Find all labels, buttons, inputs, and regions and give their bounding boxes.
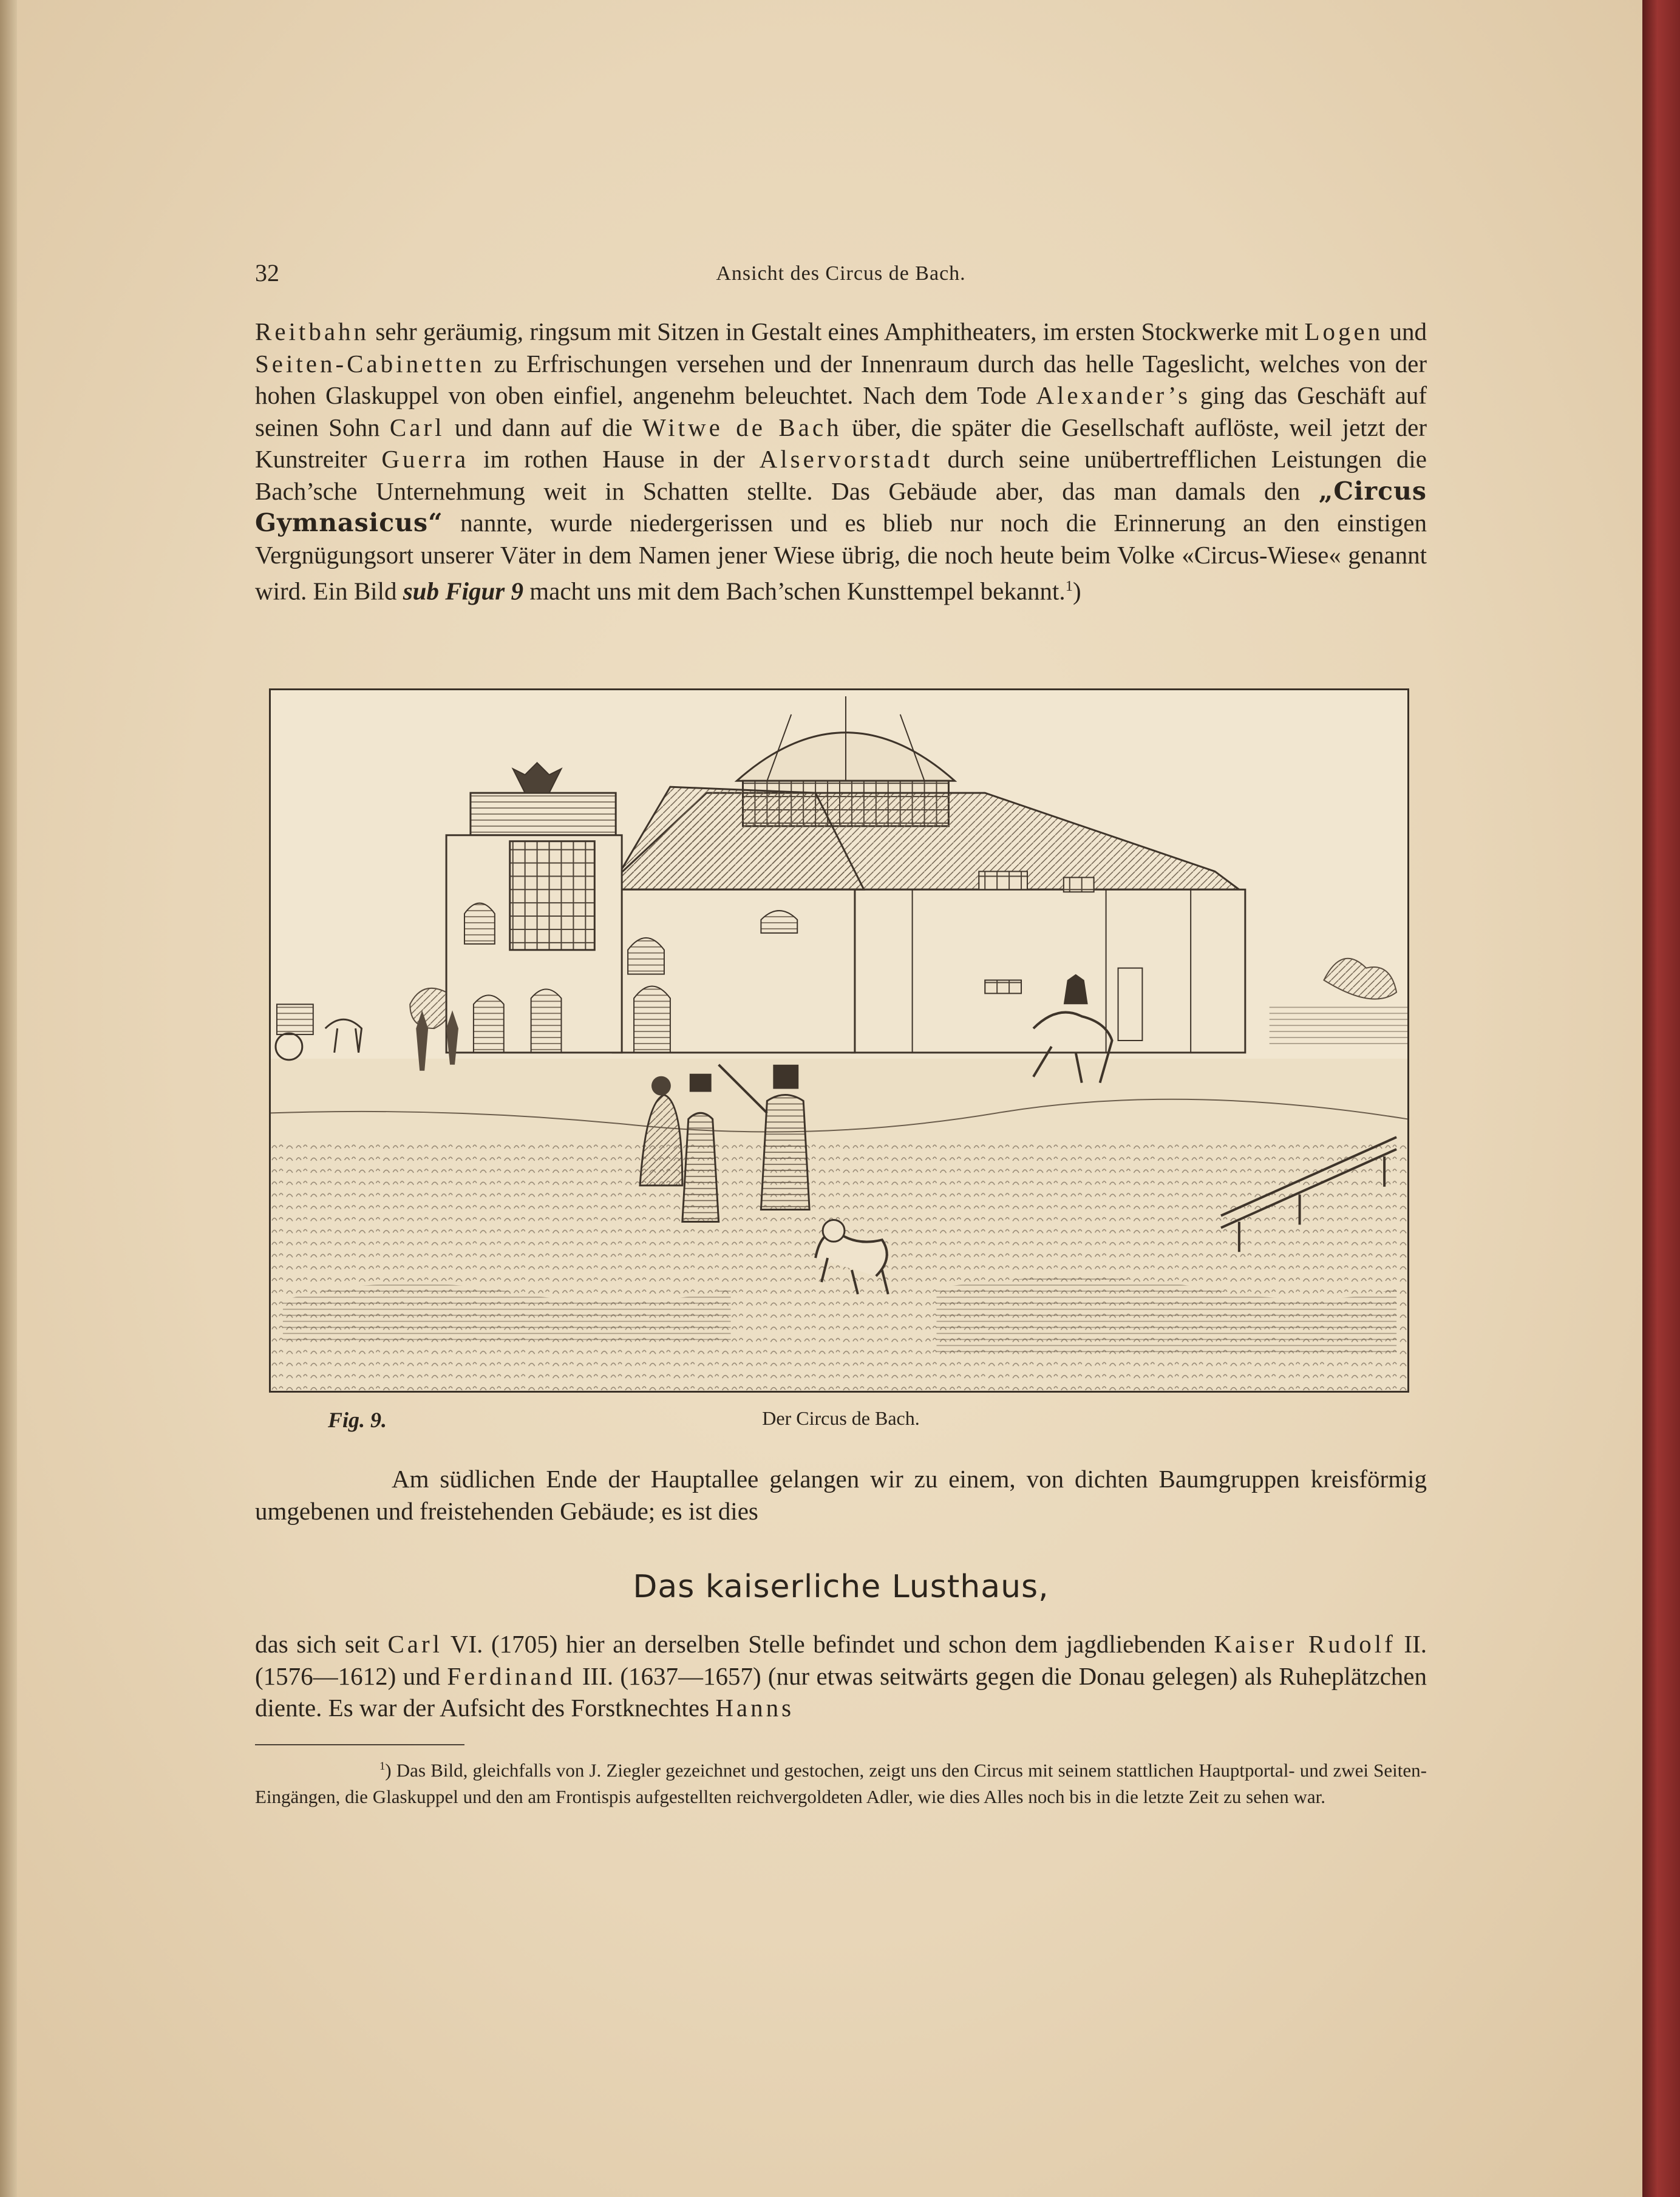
text-run: über, die später die Gesellschaft auflöste, weil jetzt der Kunstreiter xyxy=(255,413,1427,473)
text-run: Ferdinand xyxy=(447,1662,576,1690)
page-edge xyxy=(0,0,17,2197)
text-run: durch seine unübertrefflichen Leistungen die Bach’sche Unternehmung weit in Schatten stellte. Das Gebäude aber, das man damals den xyxy=(255,445,1427,505)
text-run: II. (1576—1612) und xyxy=(255,1630,1427,1690)
footnote-marker: 1 xyxy=(379,1760,386,1773)
text-run: Seiten-Cabinetten xyxy=(255,349,485,378)
text-run: sub Figur 9 xyxy=(403,577,523,605)
text-run: im rothen Hause in der xyxy=(469,445,760,473)
text-run: Kaiser Rudolf xyxy=(1214,1630,1396,1658)
text-run: das sich seit xyxy=(255,1630,388,1658)
footnote-rule xyxy=(255,1744,464,1745)
text-run: macht uns mit dem Bach’schen Kunsttempel bekannt. xyxy=(523,577,1066,605)
paragraph-2-text: Am südlichen Ende der Hauptallee gelangen wir zu einem, von dichten Baumgruppen kreisförmig umgebenen und freistehenden Gebäude; es ist dies xyxy=(255,1465,1427,1525)
paragraph-3 xyxy=(255,1628,1427,1724)
page-number: 32 xyxy=(255,259,279,287)
section-heading: Das kaiserliche Lusthaus, xyxy=(633,1569,1049,1605)
footnote xyxy=(255,1753,1427,1810)
text-run: ) xyxy=(1072,577,1081,605)
paragraph-1 xyxy=(255,316,1427,607)
text-run: Hanns xyxy=(715,1694,795,1722)
page-header xyxy=(255,259,1427,295)
text-run: nannte, wurde niedergerissen und es blieb nur noch die Erinnerung an den einstigen Vergnügungsort unserer Väter in dem Namen jener Wiese übrig, die noch heute beim Volke «Circus-Wiese« genannt wird. Ein Bild xyxy=(255,509,1427,605)
paragraph-2 xyxy=(255,1463,1427,1527)
text-run: und xyxy=(1383,317,1427,345)
text-run: zu Erfrischungen versehen und der Innenraum durch das helle Tageslicht, welches von der hohen Glaskuppel von oben einfiel, angenehm beleuchtet. Nach dem Tode xyxy=(255,349,1427,409)
text-run: Witwe de Bach xyxy=(642,413,842,441)
text-run: ging das Geschäft auf seinen Sohn xyxy=(255,381,1427,441)
text-run: „Circus Gymnasicus“ xyxy=(255,476,1427,537)
figure-circus-engraving xyxy=(269,688,1409,1393)
text-run: Carl xyxy=(389,413,445,441)
book-binding xyxy=(1642,0,1680,2197)
text-run: Logen xyxy=(1304,317,1384,345)
text-run: Alexander’s xyxy=(1036,381,1191,409)
figure-caption: Der Circus de Bach. xyxy=(762,1407,920,1429)
footnote-text: ) Das Bild, gleichfalls von J. Ziegler gezeichnet und gestochen, zeigt uns den Circus mit seinem stattlichen Hauptportal- und zwei Seiten-Eingängen, die Glaskuppel und den am Frontispis aufgestellten reichvergoldeten Adler, wie dies Alles noch bis in die letzte Zeit zu sehen war. xyxy=(255,1759,1427,1808)
text-run: Carl xyxy=(387,1630,443,1658)
circus-engraving-illustration xyxy=(271,690,1407,1391)
text-run: Alservorstadt xyxy=(759,445,933,473)
footnote-ref: 1 xyxy=(1065,578,1073,594)
running-title: Ansicht des Circus de Bach. xyxy=(716,262,966,285)
text-run: III. (1637—1657) (nur etwas seitwärts gegen die Donau gelegen) als Ruheplätzchen diente. Es war der Aufsicht des Forstknechtes xyxy=(255,1662,1427,1722)
text-run: Guerra xyxy=(381,445,469,473)
text-run: Reitbahn xyxy=(255,317,370,345)
text-run: VI. (1705) hier an derselben Stelle befindet und schon dem jagdliebenden xyxy=(443,1630,1214,1658)
text-run: sehr geräumig, ringsum mit Sitzen in Gestalt eines Amphitheaters, im ersten Stockwerke mit xyxy=(369,317,1305,345)
figure-label: Fig. 9. xyxy=(328,1408,387,1432)
text-run: und dann auf die xyxy=(444,413,643,441)
